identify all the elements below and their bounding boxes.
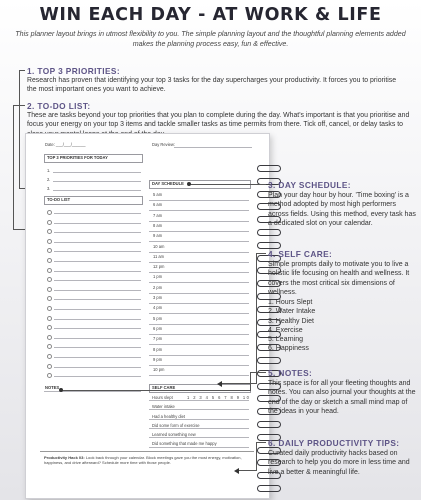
connector-line bbox=[238, 470, 257, 471]
list-item: 2. Water Intake bbox=[268, 308, 316, 316]
connector-line bbox=[256, 442, 266, 443]
priority-number: 2. bbox=[47, 177, 51, 182]
priorities-text: Research has proven that identifying your top 3 tasks for the day supercharges your productivity. It forces you to prioritise the most important ones you want to achieve. bbox=[27, 77, 397, 94]
hour-label: 10 pm bbox=[153, 367, 165, 373]
spiral-ring bbox=[257, 485, 281, 492]
todo-line bbox=[54, 213, 141, 214]
todo-checkbox bbox=[47, 258, 52, 263]
hacks-text: Curated daily productivity hacks based on research to help you do more in less time and live a better & meaningful life. bbox=[268, 450, 410, 476]
notes-label: NOTES bbox=[45, 385, 60, 390]
hour-line bbox=[149, 365, 249, 366]
selfcare-row: Did something that made me happy bbox=[152, 441, 217, 446]
hour-label: 1 pm bbox=[153, 274, 163, 280]
list-item: 3. Healthy Diet bbox=[268, 317, 314, 325]
todo-checkbox bbox=[47, 287, 52, 292]
date-label: Date: ___/___/______ bbox=[45, 142, 86, 147]
hour-line bbox=[149, 313, 249, 314]
todo-checkbox bbox=[47, 354, 52, 359]
todo-checkbox bbox=[47, 364, 52, 369]
notes-text: This space is for all your fleeting thoughts and notes. You can also journal your thoughts at the end of the day or sketch a small mind map of the ideas in your head. bbox=[268, 380, 416, 415]
hour-line bbox=[149, 293, 249, 294]
todo-line bbox=[54, 328, 141, 329]
hour-label: 12 pm bbox=[153, 264, 165, 270]
todo-checkbox bbox=[47, 296, 52, 301]
todo-checkbox bbox=[47, 344, 52, 349]
priority-number: 1. bbox=[47, 168, 51, 173]
selfcare-line bbox=[149, 419, 249, 420]
selfcare-row: Hours slept bbox=[152, 395, 173, 400]
hour-line bbox=[149, 221, 249, 222]
hour-label: 7 am bbox=[153, 212, 163, 218]
connector-line bbox=[256, 442, 257, 470]
todo-line bbox=[54, 242, 141, 243]
hour-line bbox=[149, 241, 249, 242]
list-item: 4. Exercise bbox=[268, 326, 303, 334]
hour-line bbox=[149, 200, 249, 201]
spiral-ring bbox=[257, 357, 281, 364]
hour-label: 7 pm bbox=[153, 336, 163, 342]
selfcare-text: Simple prompts daily to motivate you to live a holistic life focusing on health and wellness. It covers the most critical six dimensions of wellness. bbox=[268, 261, 410, 296]
connector-line bbox=[13, 105, 25, 106]
notes-heading: 5. NOTES: bbox=[268, 368, 313, 378]
selfcare-line bbox=[149, 428, 249, 429]
priorities-label: TOP 3 PRIORITIES FOR TODAY bbox=[47, 155, 108, 160]
todo-line bbox=[54, 357, 141, 358]
hour-line bbox=[149, 324, 249, 325]
todo-label: TO-DO LIST bbox=[47, 197, 71, 202]
todo-line bbox=[54, 338, 141, 339]
spiral-ring bbox=[257, 229, 281, 236]
planner-page bbox=[25, 133, 270, 499]
hour-line bbox=[149, 303, 249, 304]
hack-text: Look back through your calendar. Block meetings gave you the most energy, motivation, happiness, and drive afterward? Schedule more time with those people. bbox=[44, 455, 242, 466]
sleep-scale: 1 2 3 4 5 6 7 8 9 10 bbox=[187, 395, 251, 400]
selfcare-row: Learned something new bbox=[152, 432, 196, 437]
todo-line bbox=[54, 261, 141, 262]
todo-line bbox=[54, 319, 141, 320]
todo-line bbox=[54, 299, 141, 300]
todo-checkbox bbox=[47, 316, 52, 321]
todo-line bbox=[54, 290, 141, 291]
todo-checkbox bbox=[47, 239, 52, 244]
hour-label: 5 pm bbox=[153, 315, 163, 321]
todo-line bbox=[54, 223, 141, 224]
selfcare-heading: 4. SELF CARE: bbox=[268, 249, 333, 259]
hour-label: 8 pm bbox=[153, 346, 163, 352]
hour-line bbox=[149, 252, 249, 253]
priority-line bbox=[53, 190, 141, 191]
connector-line bbox=[250, 372, 251, 390]
connector-line bbox=[256, 253, 257, 383]
hour-line bbox=[149, 262, 249, 263]
hour-line bbox=[149, 210, 249, 211]
todo-checkbox bbox=[47, 306, 52, 311]
selfcare-row: Did some form of exercise bbox=[152, 423, 200, 428]
selfcare-line bbox=[149, 400, 249, 401]
hour-line bbox=[149, 355, 249, 356]
connector-line bbox=[256, 253, 266, 254]
rule bbox=[40, 451, 254, 452]
connector-line bbox=[221, 383, 257, 384]
todo-text: These are tasks beyond your top priorities that you plan to complete during the day. What's important is that you prioritise and focus your energy on your top 3 items and tackle smaller tasks as time permits from there. Tick off, cancel, or delay tasks to bbox=[27, 112, 410, 129]
hour-line bbox=[149, 375, 249, 376]
spiral-ring bbox=[257, 242, 281, 249]
todo-line bbox=[54, 347, 141, 348]
hour-label: 9 pm bbox=[153, 356, 163, 362]
priority-line bbox=[53, 172, 141, 173]
connector-dot bbox=[187, 182, 191, 186]
selfcare-label: SELF CARE bbox=[152, 385, 176, 390]
hour-label: 2 pm bbox=[153, 284, 163, 290]
spiral-ring bbox=[257, 165, 281, 172]
connector-line bbox=[13, 105, 14, 229]
todo-line bbox=[54, 309, 141, 310]
todo-checkbox bbox=[47, 210, 52, 215]
selfcare-line bbox=[149, 409, 249, 410]
hour-label: 3 pm bbox=[153, 295, 163, 300]
hour-line bbox=[149, 334, 249, 335]
list-item: 1. Hours Slept bbox=[268, 299, 313, 306]
connector-line bbox=[19, 70, 20, 188]
todo-heading: 2. TO-DO LIST: bbox=[27, 101, 91, 111]
selfcare-row: Had a healthy diet bbox=[152, 414, 185, 419]
hack-box bbox=[44, 455, 249, 465]
day-review-label: Day Review: bbox=[152, 142, 175, 147]
hour-label: 8 am bbox=[153, 222, 163, 228]
schedule-text: Plan your day hour by hour. 'Time boxing' is a method adopted by most high performers across fields. Using this method, every task has a dedicated slot on your calendar. bbox=[268, 192, 416, 227]
connector-line bbox=[19, 70, 25, 71]
connector-line bbox=[250, 372, 266, 373]
todo-checkbox bbox=[47, 325, 52, 330]
hour-line bbox=[149, 344, 249, 345]
todo-checkbox bbox=[47, 335, 52, 340]
hour-label: 5 am bbox=[153, 192, 163, 197]
todo-checkbox bbox=[47, 373, 52, 378]
list-item: 6. Happiness bbox=[268, 345, 309, 353]
hacks-heading: 6. DAILY PRODUCTIVITY TIPS: bbox=[268, 438, 400, 448]
todo-line bbox=[54, 376, 141, 377]
todo-checkbox bbox=[47, 268, 52, 273]
todo-checkbox bbox=[47, 248, 52, 253]
spiral-ring bbox=[257, 421, 281, 428]
todo-checkbox bbox=[47, 277, 52, 282]
page-title: WIN EACH DAY - AT WORK & LIFE bbox=[39, 5, 382, 25]
priority-line bbox=[53, 181, 141, 182]
priorities-heading: 1. TOP 3 PRIORITIES: bbox=[27, 66, 120, 76]
hour-label: 11 am bbox=[153, 253, 165, 259]
priority-number: 3. bbox=[47, 186, 51, 191]
intro-text: This planner layout brings in utmost flexibility to you. The simple planning layout and the thoughtful planning elements added makes the planning process easy, fun & effective. bbox=[15, 30, 406, 48]
hour-label: 6 am bbox=[153, 202, 163, 208]
selfcare-line bbox=[149, 447, 249, 448]
selfcare-line bbox=[149, 437, 249, 438]
hour-line bbox=[149, 282, 249, 283]
hour-label: 9 am bbox=[153, 233, 163, 239]
todo-line bbox=[54, 232, 141, 233]
todo-line bbox=[54, 251, 141, 252]
hack-title: Productivity Hack 03: bbox=[44, 455, 85, 460]
todo-checkbox bbox=[47, 229, 52, 234]
todo-checkbox bbox=[47, 220, 52, 225]
rule bbox=[174, 147, 252, 148]
todo-line bbox=[54, 271, 141, 272]
schedule-heading: 3. DAY SCHEDULE: bbox=[268, 180, 351, 190]
hour-line bbox=[149, 272, 249, 273]
connector-line bbox=[190, 184, 266, 185]
connector-line bbox=[62, 390, 251, 391]
selfcare-row: Water intake bbox=[152, 404, 175, 409]
hour-label: 6 pm bbox=[153, 325, 163, 331]
hour-label: 10 am bbox=[153, 243, 165, 249]
hour-label: 4 pm bbox=[153, 305, 163, 311]
arrow-icon bbox=[217, 381, 222, 387]
todo-line bbox=[54, 280, 141, 281]
arrow-icon bbox=[234, 468, 239, 474]
selfcare-list bbox=[268, 298, 418, 354]
connector-dot bbox=[59, 388, 63, 392]
schedule-label: DAY SCHEDULE bbox=[152, 181, 184, 186]
todo-line bbox=[54, 367, 141, 368]
list-item: 5. Learning bbox=[268, 336, 304, 344]
hour-line bbox=[149, 231, 249, 232]
